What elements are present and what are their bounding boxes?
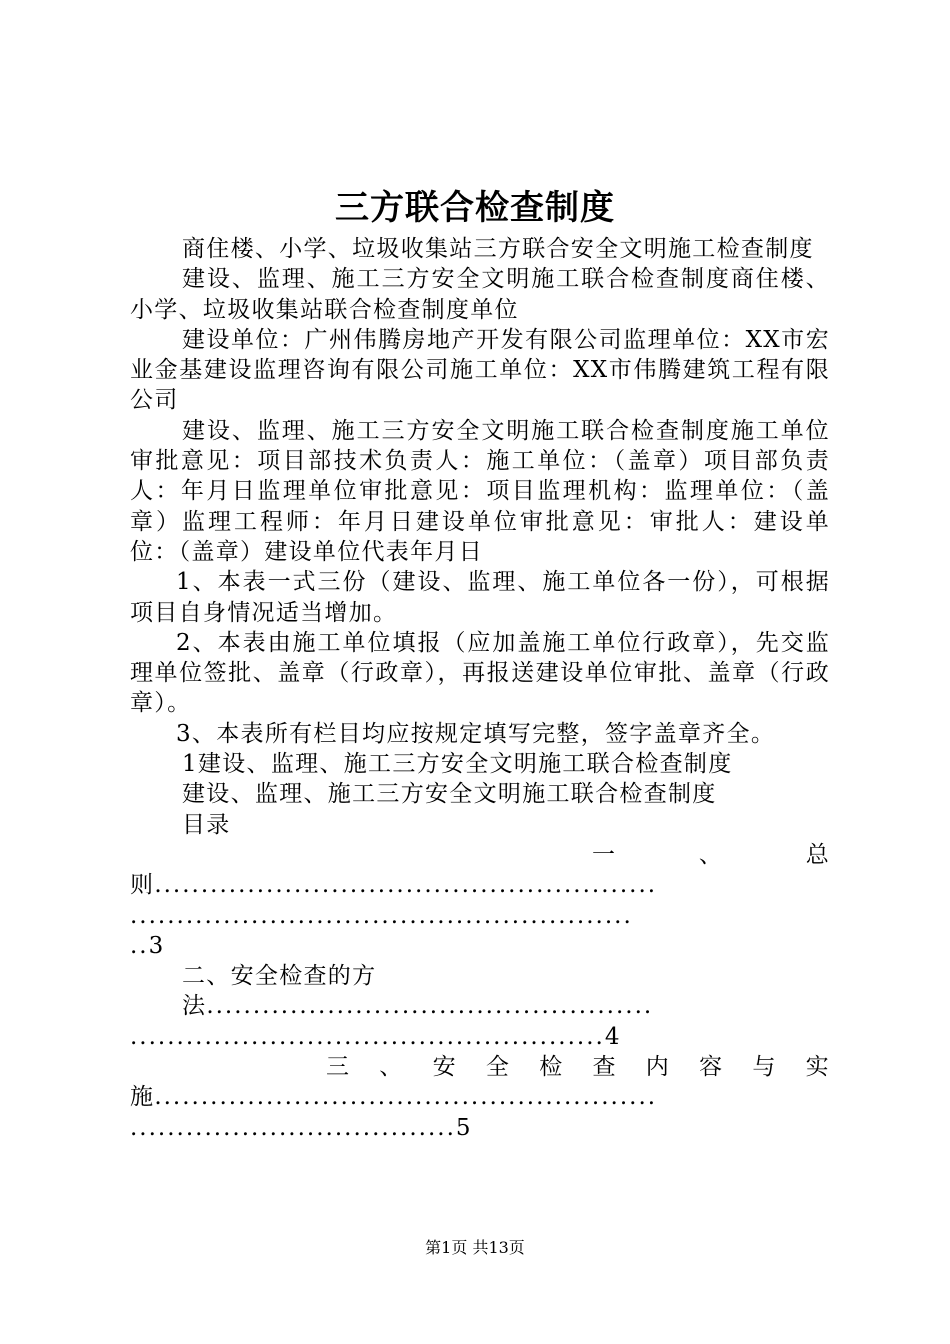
note-item: 1、本表一式三份（建设、监理、施工单位各一份），可根据项目自身情况适当增加。: [130, 569, 830, 626]
document-body: [130, 234, 830, 1143]
toc-char: 与: [752, 1054, 777, 1081]
page-footer: 第1页 共13页: [425, 1238, 525, 1257]
toc-dots: ......................................................: [130, 902, 633, 929]
toc-page-number: 3: [148, 932, 165, 959]
note-item: 3、本表所有栏目均应按规定填写完整，签字盖章齐全。: [176, 720, 776, 747]
toc-char: 安: [432, 1054, 457, 1081]
toc-entry-head: [130, 1052, 830, 1082]
toc-char: 实: [805, 1054, 830, 1081]
toc-lead: 施: [130, 1084, 155, 1111]
toc-char: 查: [592, 1054, 617, 1081]
toc-entry-leader: [130, 870, 830, 900]
toc-char: 三: [326, 1054, 351, 1081]
toc-char: 一: [592, 841, 617, 868]
toc-char: 检: [539, 1054, 564, 1081]
document-title: 三方联合检查制度: [335, 188, 615, 228]
toc-lead: 法: [182, 993, 207, 1020]
paragraph: 建设单位：广州伟腾房地产开发有限公司监理单位：XX市宏业金基建设监理咨询有限公司施工单位：XX市伟腾建筑工程有限公司: [130, 326, 830, 414]
toc-char: 、: [698, 841, 724, 868]
toc-entry-page: [130, 1113, 830, 1143]
toc-char: 、: [379, 1054, 404, 1081]
toc-entry-leader: [130, 991, 830, 1021]
toc-entry-page: [130, 1022, 830, 1052]
toc-entry-leader: [130, 901, 830, 931]
toc-entry-head: 二、安全检查的方: [182, 963, 377, 990]
paragraph: 1建设、监理、施工三方安全文明施工联合检查制度: [182, 751, 733, 778]
note-item: 2、本表由施工单位填报（应加盖施工单位行政章），先交监理单位签批、盖章（行政章），再报送建设单位审批、盖章（行政章）。: [130, 629, 830, 717]
toc-entry-page: [130, 931, 830, 961]
toc-char: 总: [805, 841, 830, 868]
paragraph: 建设、监理、施工三方安全文明施工联合检查制度商住楼、小学、垃圾收集站联合检查制度单位: [130, 266, 830, 323]
toc-page-number: 5: [455, 1114, 472, 1141]
toc-dots: ..: [130, 932, 149, 959]
toc-dots: ......................................................: [154, 872, 658, 899]
toc-char: 全: [485, 1054, 511, 1081]
toc-dots: ...................................: [130, 1114, 456, 1141]
toc-lead: 则: [130, 872, 155, 899]
paragraph: 建设、监理、施工三方安全文明施工联合检查制度: [182, 781, 717, 808]
toc-dots: ...................................................: [130, 1023, 605, 1050]
paragraph: 商住楼、小学、垃圾收集站三方联合安全文明施工检查制度: [182, 236, 814, 262]
paragraph: 建设、监理、施工三方安全文明施工联合检查制度施工单位审批意见：项目部技术负责人：施工单位：（盖章）项目部负责人：年月日监理单位审批意见：项目监理机构：监理单位：（盖章）监理工程师：年月日建设单位审批意见：审批人：建设单位：（盖章）建设单位代表年月日: [130, 417, 830, 565]
toc-page-number: 4: [604, 1023, 621, 1050]
toc-dots: ......................................................: [154, 1084, 658, 1111]
toc-dots: ................................................: [206, 993, 654, 1020]
toc-char: 内: [645, 1054, 671, 1081]
toc-entry-leader: [130, 1082, 830, 1112]
toc-entry-head: [130, 840, 830, 870]
toc-char: 容: [699, 1054, 724, 1081]
toc-heading: 目录: [182, 811, 231, 838]
